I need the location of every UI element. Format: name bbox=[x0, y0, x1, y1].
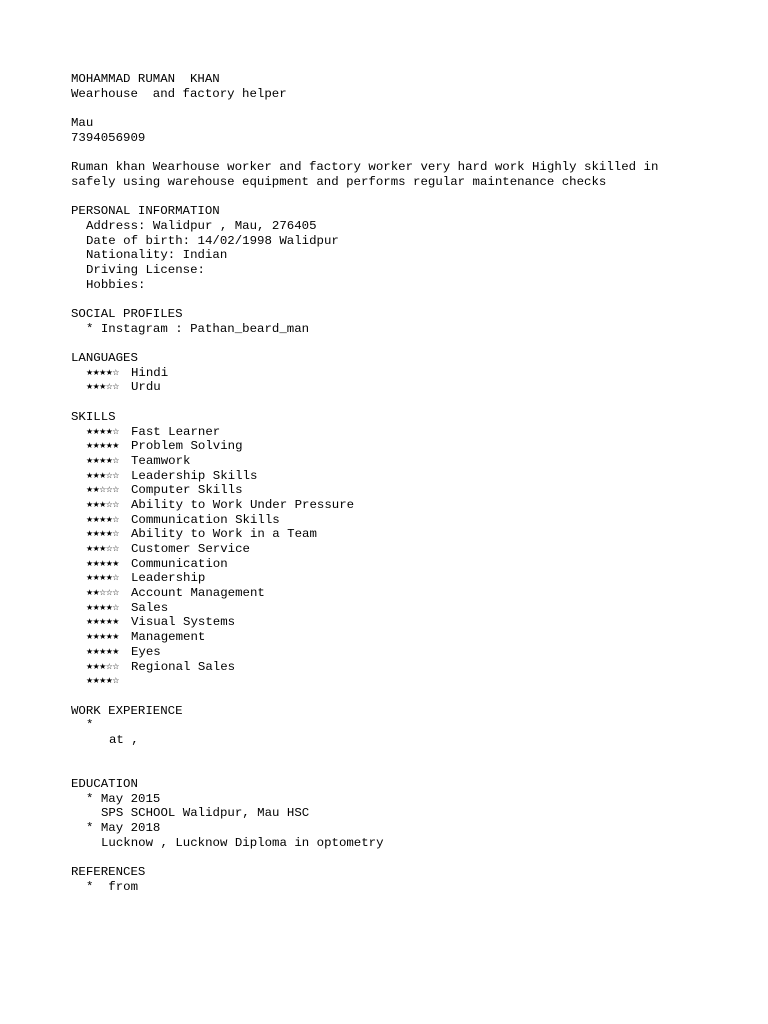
skill-item-label: Computer Skills bbox=[131, 483, 243, 498]
education-detail: SPS SCHOOL Walidpur, Mau HSC bbox=[101, 806, 310, 821]
skill-item bbox=[71, 527, 731, 542]
experience-bullet: * bbox=[86, 718, 94, 733]
languages-list bbox=[71, 366, 731, 395]
language-item bbox=[71, 380, 731, 395]
skill-item bbox=[71, 645, 731, 660]
skill-item-label: Customer Service bbox=[131, 542, 250, 556]
skill-item bbox=[71, 571, 731, 586]
section-heading-skills: SKILLS bbox=[71, 409, 116, 424]
star-rating: ★★★★☆ bbox=[86, 676, 119, 686]
skill-item-label: Problem Solving bbox=[131, 439, 243, 454]
education-detail: Lucknow , Lucknow Diploma in optometry bbox=[101, 835, 384, 850]
spacer bbox=[71, 762, 731, 777]
section-heading-personal: PERSONAL INFORMATION bbox=[71, 204, 220, 219]
hobbies: Hobbies: bbox=[86, 277, 146, 292]
skill-item-label: Visual Systems bbox=[131, 615, 236, 630]
skill-item bbox=[71, 498, 731, 513]
skill-item bbox=[71, 601, 731, 616]
star-rating: ★★★★★ bbox=[86, 632, 119, 642]
section-heading-education: EDUCATION bbox=[71, 777, 138, 791]
section-heading-social: SOCIAL PROFILES bbox=[71, 307, 183, 321]
skill-item bbox=[71, 557, 731, 572]
star-rating: ★★★☆☆ bbox=[86, 382, 119, 392]
star-rating: ★★★☆☆ bbox=[86, 661, 119, 671]
star-rating: ★★★☆☆ bbox=[86, 544, 119, 553]
spacer bbox=[71, 336, 731, 351]
resume-document bbox=[71, 72, 731, 895]
job-title: Wearhouse and factory helper bbox=[71, 86, 287, 101]
star-rating: ★★☆☆☆ bbox=[86, 588, 119, 598]
education-date: * May 2018 bbox=[86, 821, 161, 836]
spacer bbox=[71, 292, 731, 307]
skill-item bbox=[71, 425, 731, 440]
phone-number: 7394056909 bbox=[71, 130, 146, 145]
skill-item-label: Management bbox=[131, 630, 206, 645]
driving-license: Driving License: bbox=[86, 262, 205, 277]
social-profile-item: * Instagram : Pathan_beard_man bbox=[86, 321, 310, 336]
skills-list bbox=[71, 425, 731, 689]
skill-item bbox=[71, 615, 731, 630]
spacer bbox=[71, 190, 731, 205]
star-rating: ★★★★★ bbox=[86, 617, 119, 627]
skill-item-label: Communication bbox=[131, 556, 228, 571]
skill-item bbox=[71, 513, 731, 528]
skill-item bbox=[71, 454, 731, 469]
date-of-birth: Date of birth: 14/02/1998 Walidpur bbox=[86, 233, 339, 248]
star-rating: ★★★★☆ bbox=[86, 514, 119, 524]
education-date: * May 2015 bbox=[86, 791, 161, 806]
star-rating: ★★★★★ bbox=[86, 646, 119, 656]
spacer bbox=[71, 689, 731, 704]
language-item bbox=[71, 366, 731, 381]
candidate-name: MOHAMMAD RUMAN KHAN bbox=[71, 72, 220, 86]
skill-item-label: Fast Learner bbox=[131, 424, 221, 439]
skill-item bbox=[71, 660, 731, 675]
language-item-label: Hindi bbox=[131, 365, 169, 380]
skill-item bbox=[71, 469, 731, 484]
star-rating: ★★★★☆ bbox=[86, 573, 119, 583]
section-heading-references: REFERENCES bbox=[71, 865, 146, 880]
star-rating: ★★★★☆ bbox=[86, 426, 119, 436]
skill-item bbox=[71, 483, 731, 498]
star-rating: ★★★★☆ bbox=[86, 529, 119, 539]
summary-line-2: safely using warehouse equipment and performs regular maintenance checks bbox=[71, 174, 607, 189]
skill-item-label: Eyes bbox=[131, 644, 161, 659]
spacer bbox=[71, 850, 731, 865]
address: Address: Walidpur , Mau, 276405 bbox=[86, 218, 317, 233]
skill-item bbox=[71, 630, 731, 645]
skill-item bbox=[71, 586, 731, 601]
section-heading-languages: LANGUAGES bbox=[71, 351, 138, 366]
star-rating: ★★★★☆ bbox=[86, 367, 119, 377]
star-rating: ★★★★☆ bbox=[86, 455, 119, 465]
skill-item-label: Leadership Skills bbox=[131, 468, 258, 483]
summary-line-1: Ruman khan Wearhouse worker and factory worker very hard work Highly skilled in bbox=[71, 160, 659, 175]
skill-item bbox=[71, 674, 731, 689]
star-rating: ★★★★★ bbox=[86, 441, 119, 451]
location: Mau bbox=[71, 116, 94, 131]
star-rating: ★★★☆☆ bbox=[86, 499, 119, 509]
skill-item-label: Teamwork bbox=[131, 453, 191, 468]
star-rating: ★★★☆☆ bbox=[86, 470, 119, 480]
skill-item-label: Ability to Work Under Pressure bbox=[131, 497, 355, 512]
skill-item-label: Ability to Work in a Team bbox=[131, 527, 317, 542]
section-heading-experience: WORK EXPERIENCE bbox=[71, 703, 183, 718]
skill-item-label: Regional Sales bbox=[131, 659, 236, 674]
skill-item-label: Sales bbox=[131, 600, 169, 615]
reference-item: * from bbox=[86, 879, 139, 894]
language-item-label: Urdu bbox=[131, 380, 161, 395]
skill-item bbox=[71, 439, 731, 454]
star-rating: ★★★★★ bbox=[86, 558, 119, 568]
spacer bbox=[71, 748, 731, 763]
skill-item-label: Account Management bbox=[131, 586, 265, 601]
skill-item-label: Communication Skills bbox=[131, 512, 280, 527]
skill-item bbox=[71, 542, 731, 557]
skill-item-label: Leadership bbox=[131, 571, 206, 586]
spacer bbox=[71, 145, 731, 160]
spacer bbox=[71, 101, 731, 116]
spacer bbox=[71, 395, 731, 410]
experience-detail: at , bbox=[109, 732, 139, 747]
star-rating: ★★☆☆☆ bbox=[86, 485, 119, 495]
nationality: Nationality: Indian bbox=[86, 248, 228, 263]
star-rating: ★★★★☆ bbox=[86, 602, 119, 612]
